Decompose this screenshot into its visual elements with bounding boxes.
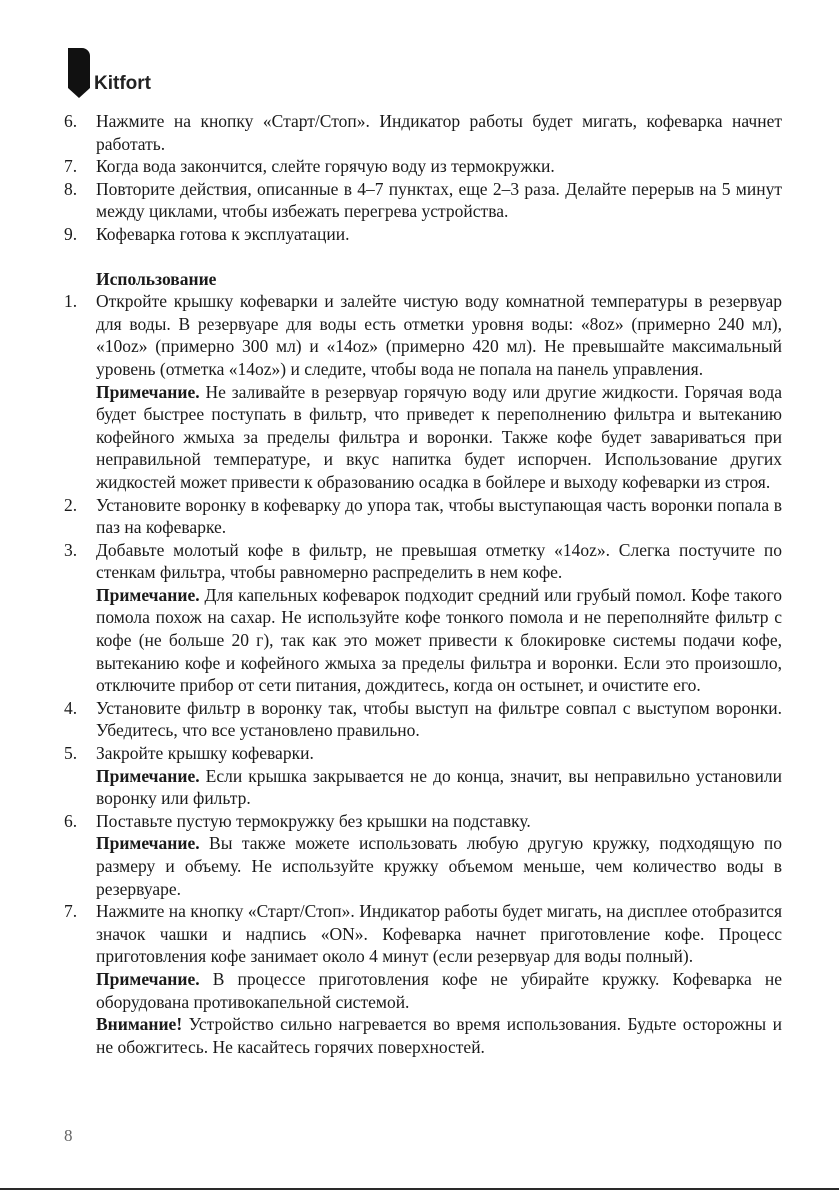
item-number: 6. [64,111,78,131]
note-text: Если крышка закрывается не до конца, значит, вы неправильно установили воронку или фильтр. [96,765,782,809]
item-text: Поставьте пустую термокружку без крышки на подставку. [96,810,531,831]
note-label: Примечание. [96,833,200,854]
item-text: Повторите действия, описанные в 4–7 пунктах, еще 2–3 раза. Делайте перерыв на 5 минут между циклами, чтобы избежать перегрева устройства. [96,178,782,222]
usage-heading: Использование [96,268,217,289]
item-number: 9. [64,223,78,244]
note-paragraph [64,765,782,810]
logo-text: Kitfort [94,73,151,94]
note-paragraph [64,381,782,494]
warning-label: Внимание! [96,1014,183,1035]
bottom-rule [0,1188,839,1190]
item-text: Закройте крышку кофеварки. [96,743,314,764]
item-text: Нажмите на кнопку «Старт/Стоп». Индикатор работы будет мигать, на дисплее отобразится значок чашки и надпись «ON». Кофеварка начнет приготовление кофе. Процесс приготовления кофе занимает около 4 минут (если резервуар для воды полный). [96,901,782,967]
item-text: Когда вода закончится, слейте горячую воду из термокружки. [96,156,555,177]
list-item [64,900,782,968]
item-text: Откройте крышку кофеварки и залейте чистую воду комнатной температуры в резервуар для воды. В резервуаре для воды есть отметки уровня воды: «8oz» (примерно 240 мл), «10oz» (примерно 300 мл) и «14oz» (примерно 420 мл). Не превышайте максимальный уровень (отметка «14oz») и следите, чтобы вода не попала на панель управления. [96,291,782,379]
item-number: 2. [64,494,78,515]
note-text: Для капельных кофеварок подходит средний или грубый помол. Кофе такого помола похож на сахар. Не используйте кофе тонкого помола и не переполняйте фильтр с кофе (не больше 20 г), так как это может привести к блокировке системы подачи кофе, вытеканию кофе и кофейного жмыха за пределы фильтра и воронки. Если это произошло, отключите прибор от сети питания, дождитесь, когда он остынет, и очистите его. [96,584,782,696]
note-text: Не заливайте в резервуар горячую воду или другие жидкости. Горячая вода будет быстрее поступать в фильтр, что приведет к переполнению фильтра и вытеканию кофейного жмыха за пределы фильтра и воронки. Также кофе будет завариваться при неправильной температуре, и вкус напитка будет испорчен. Использование других жидкостей может привести к образованию осадка в бойлере и выходу кофеварки из строя. [96,381,782,492]
note-label: Примечание. [96,968,200,989]
note-label: Примечание. [96,584,200,605]
kitfort-logo-mark-icon [68,48,90,104]
note-paragraph [64,968,782,1013]
item-number: 5. [64,743,78,764]
list-item [64,697,782,742]
note-text: В процессе приготовления кофе не убирайте кружку. Кофеварка не оборудована противокапельной системой. [96,968,782,1012]
note-paragraph [64,584,782,697]
note-paragraph [64,832,782,900]
item-number: 1. [64,291,78,312]
setup-steps-list [64,110,782,246]
item-text: Добавьте молотый кофе в фильтр, не превышая отметку «14oz». Слегка постучите по стенкам фильтра, чтобы равномерно распределить в нем кофе. [96,539,782,583]
item-text: Установите фильтр в воронку так, чтобы выступ на фильтре совпал с выступом воронки. Убедитесь, что все установлено правильно. [96,697,782,741]
item-number: 4. [64,697,78,718]
list-item [64,178,782,223]
list-item [64,155,782,178]
item-text: Кофеварка готова к эксплуатации. [96,223,350,244]
note-text: Вы также можете использовать любую другую кружку, подходящую по размеру и объему. Не используйте кружку объемом меньше, чем количество воды в резервуаре. [96,833,782,899]
item-number: 7. [64,156,78,177]
item-number: 3. [64,539,78,560]
warning-text: Устройство сильно нагревается во время использования. Будьте осторожны и не обожгитесь. Не касайтесь горячих поверхностей. [96,1014,782,1057]
item-text: Установите воронку в кофеварку до упора так, чтобы выступающая часть воронки попала в паз на кофеварке. [96,494,782,538]
note-label: Примечание. [96,381,200,402]
page-number: 8 [64,1126,73,1145]
note-label: Примечание. [96,765,200,786]
list-item [64,223,782,246]
item-number: 7. [64,901,78,922]
item-number: 6. [64,810,78,831]
item-number: 8. [64,178,78,199]
usage-steps-list [64,290,782,1058]
list-item [64,810,782,833]
item-text: Нажмите на кнопку «Старт/Стоп». Индикатор работы будет мигать, кофеварка начнет работать. [96,111,782,154]
list-item [64,539,782,584]
list-item [64,494,782,539]
list-item [64,110,782,155]
list-item [64,742,782,765]
list-item [64,290,782,380]
page-content [64,110,782,1058]
warning-paragraph [64,1013,782,1058]
